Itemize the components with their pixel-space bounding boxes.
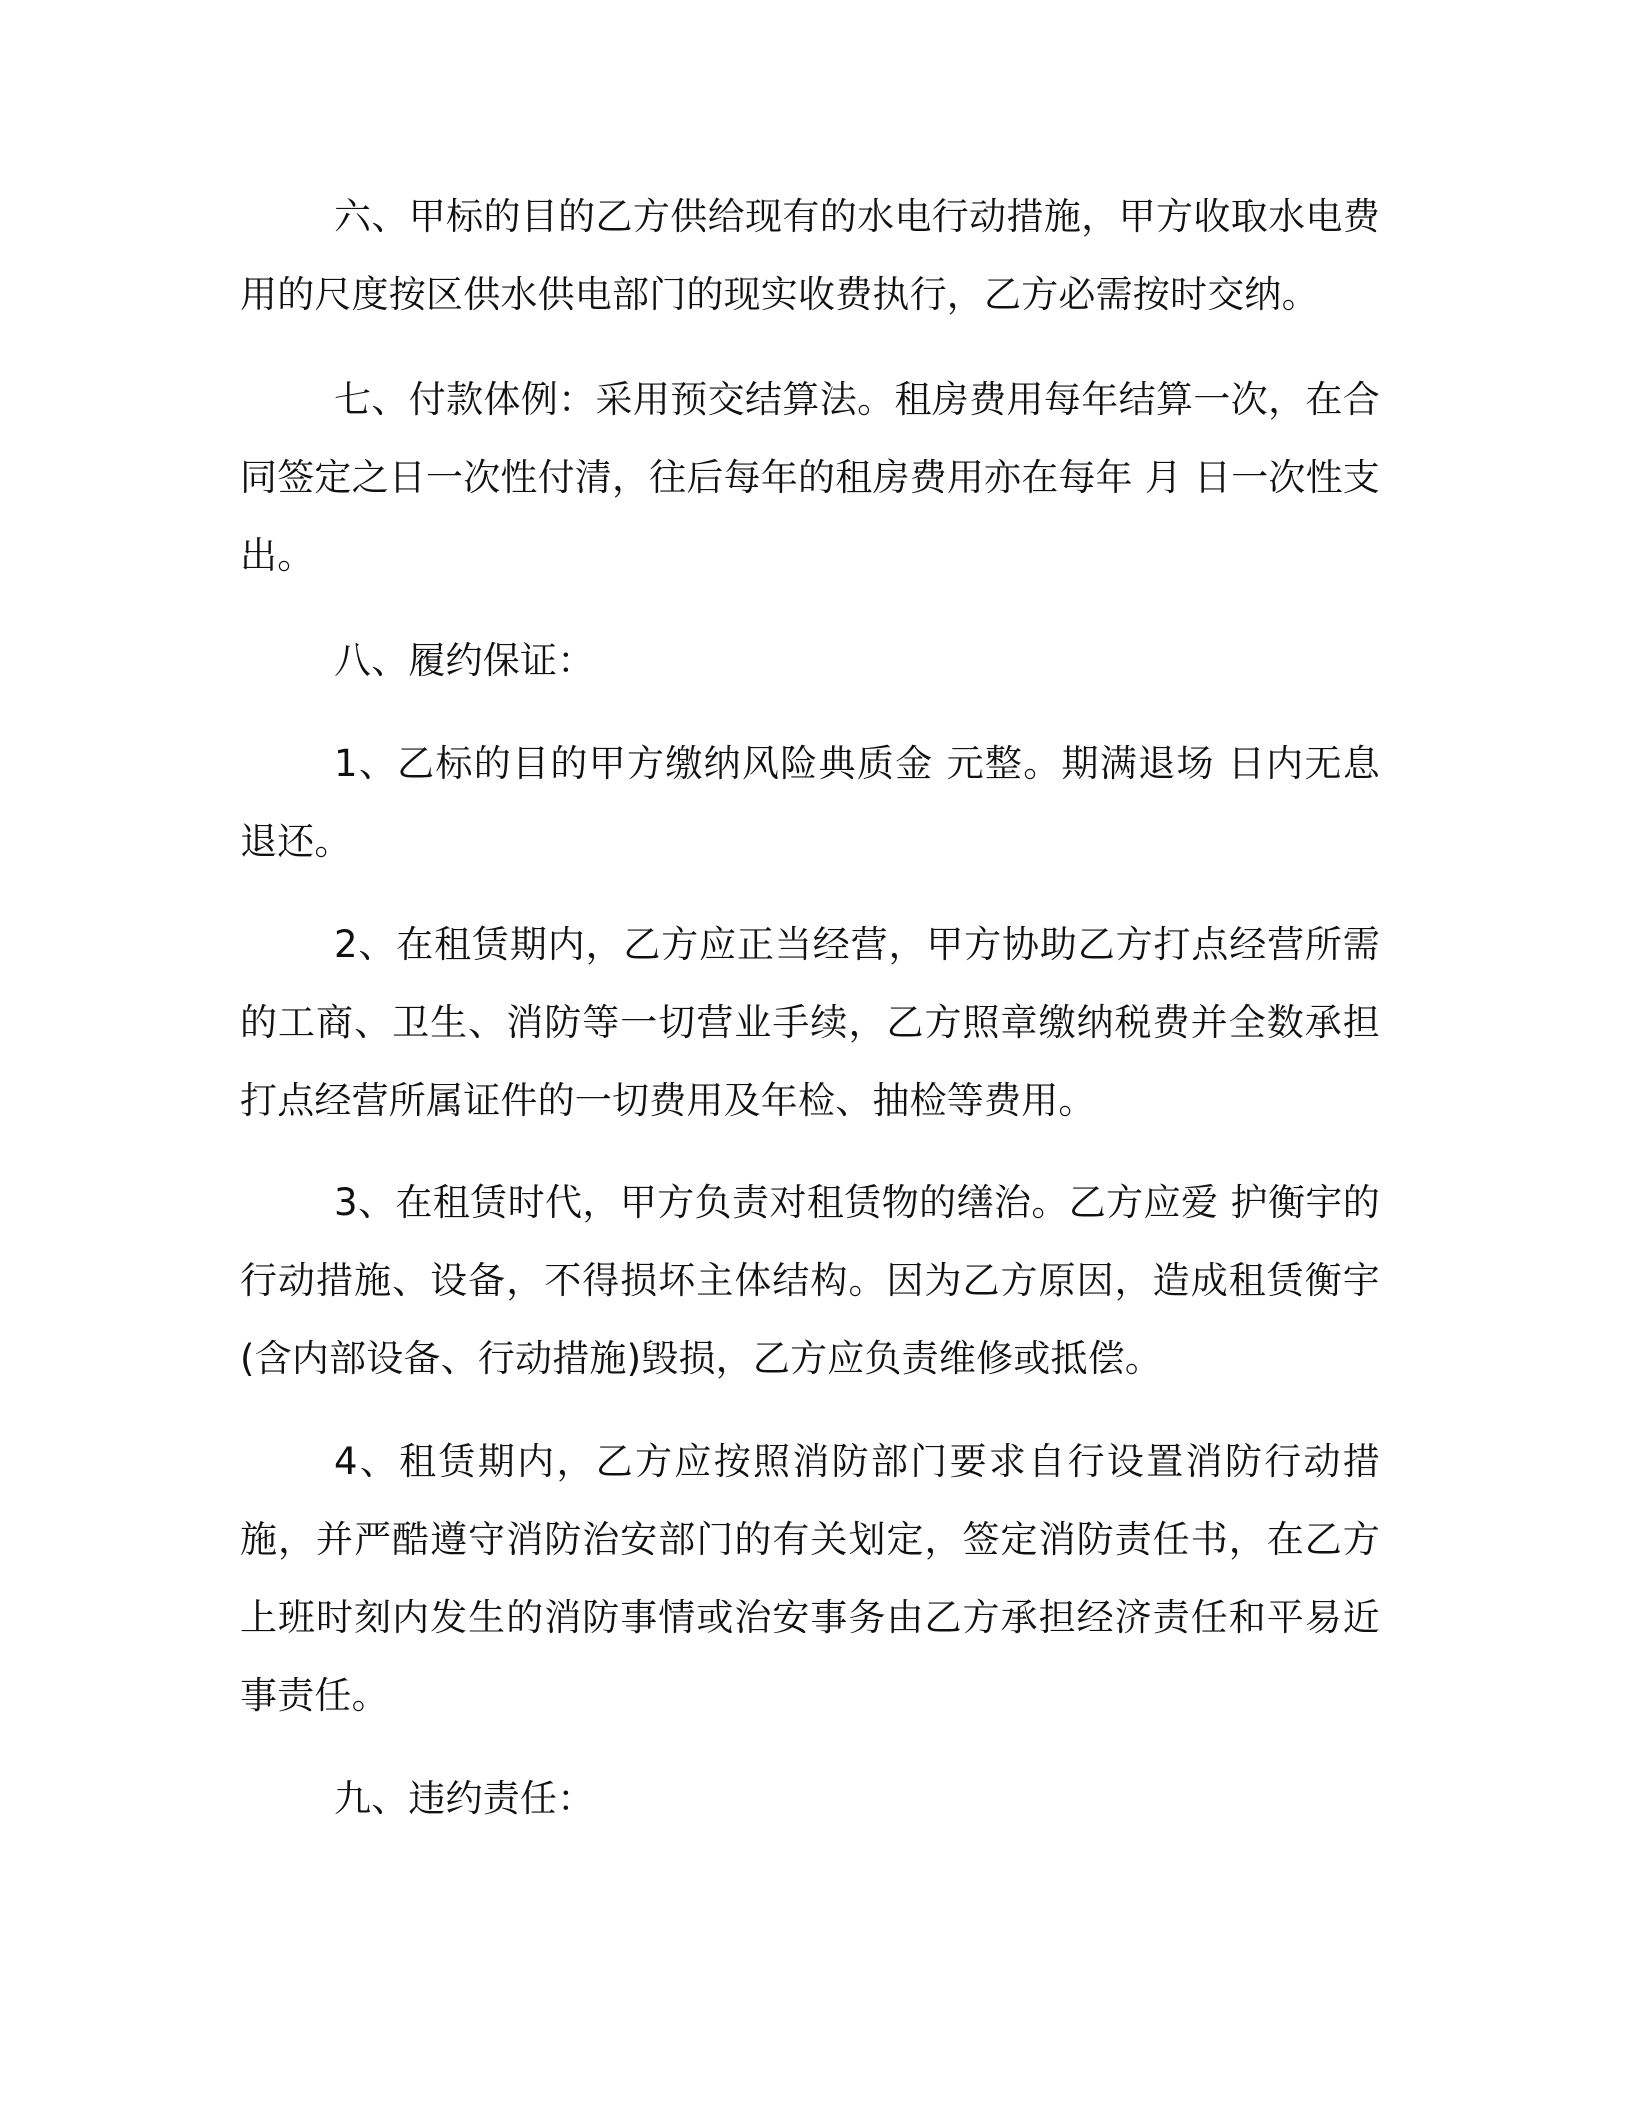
paragraph-repairs: 3、在租赁时代，甲方负责对租赁物的缮治。乙方应爱 护衡宇的行动措施、设备，不得损坏主体结构。因为乙方原因，造成租赁衡宇(含内部设备、行动措施)毁损，乙方应负责维修或抵偿。 bbox=[240, 1181, 1380, 1380]
paragraph-utilities: 六、甲标的目的乙方供给现有的水电行动措施，甲方收取水电费用的尺度按区供水供电部门的现实收费执行，乙方必需按时交纳。 bbox=[240, 195, 1380, 316]
paragraph-lawful-operation: 2、在租赁期内，乙方应正当经营，甲方协助乙方打点经营所需的工商、卫生、消防等一切营业手续，乙方照章缴纳税费并全数承担打点经营所属证件的一切费用及年检、抽检等费用。 bbox=[240, 923, 1380, 1122]
paragraph-fire-safety: 4、租赁期内，乙方应按照消防部门要求自行设置消防行动措施，并严酷遵守消防治安部门的有关划定，签定消防责任书，在乙方上班时刻内发生的消防事情或治安事务由乙方承担经济责任和平易近事责任。 bbox=[240, 1440, 1380, 1717]
heading-breach-liability: 九、违约责任： bbox=[334, 1777, 595, 1820]
heading-performance-guarantee: 八、履约保证： bbox=[334, 639, 595, 682]
paragraph-deposit: 1、乙标的目的甲方缴纳风险典质金 元整。期满退场 日内无息退还。 bbox=[240, 742, 1380, 863]
paragraph-payment-method: 七、付款体例：采用预交结算法。租房费用每年结算一次，在合同签定之日一次性付清，往后每年的租房费用亦在每年 月 日一次性支出。 bbox=[240, 378, 1380, 577]
